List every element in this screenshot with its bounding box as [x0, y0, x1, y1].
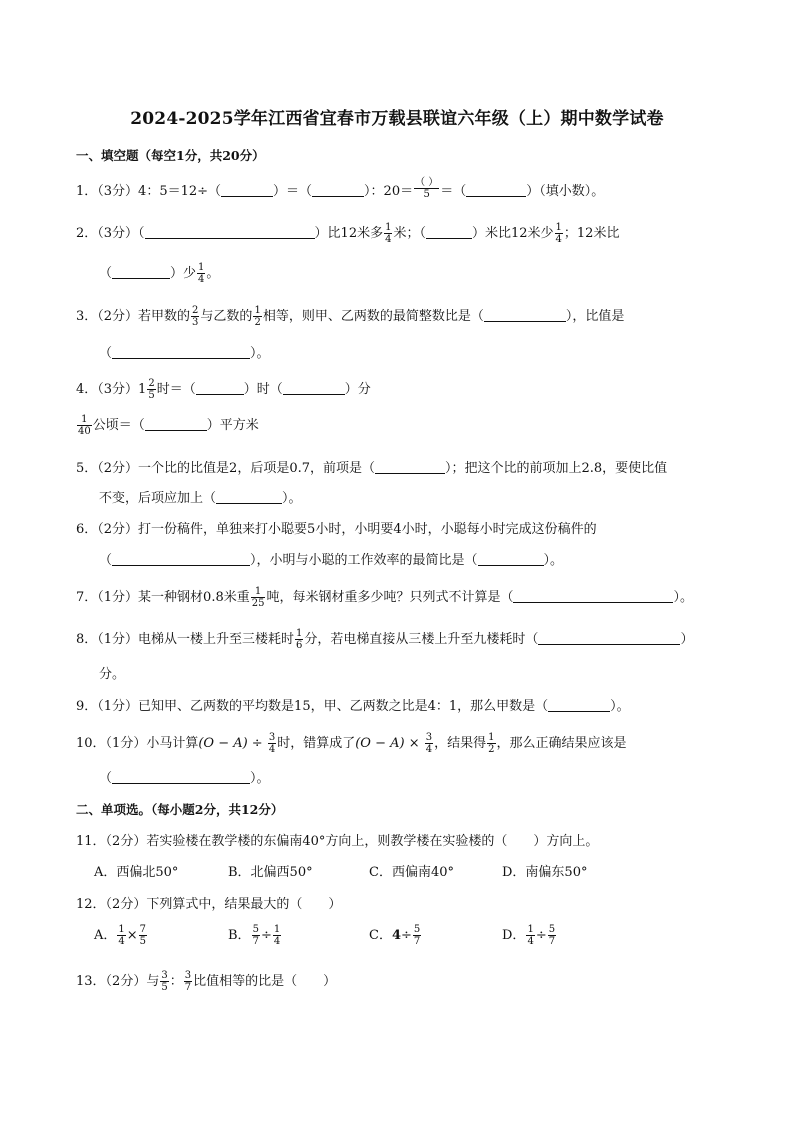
answer-blank[interactable] [538, 632, 680, 645]
option-b[interactable]: B． $\frac{5}{7}$ ÷ $\frac{1}{4}$ [228, 924, 281, 947]
answer-blank[interactable] [145, 418, 207, 431]
section-heading-multiple-choice: 二、单项选。（每小题2分，共12分） [76, 802, 284, 817]
answer-blank[interactable] [466, 184, 526, 197]
option-c[interactable]: C．4÷ $\frac{5}{7}$ [369, 924, 421, 947]
answer-blank[interactable] [112, 771, 250, 784]
question-6-line-2: （ ），小明与小聪的工作效率的最简比是（ ）。 [99, 553, 564, 568]
question-5-line-2: 不变，后项应加上（ ）。 [99, 491, 302, 506]
section-heading-fill-in: 一、填空题（每空1分，共20分） [76, 148, 265, 163]
answer-blank[interactable] [426, 226, 472, 239]
page-title: 2024-2025学年江西省宜春市万载县联谊六年级（上）期中数学试卷 [130, 109, 664, 129]
answer-blank[interactable] [513, 590, 673, 603]
question-10-line-2: （ ）。 [99, 771, 270, 786]
answer-blank[interactable] [548, 699, 610, 712]
answer-blank[interactable] [112, 346, 250, 359]
question-8: 8．（1分）电梯从一楼上升至三楼耗时 $\frac{1}{6}$ 分，若电梯直接从三楼上升至九楼耗时（ ） [76, 628, 694, 651]
question-3-line-2: （ ）。 [99, 346, 270, 361]
question-13: 13．（2分）与 $\frac{3}{5}$ ： $\frac{3}{7}$ 比值相等的比是（ ） [76, 970, 337, 993]
question-7: 7．（1分）某一种钢材0.8米重 $\frac{1}{25}$ 吨，每米钢材重多少吨？只列式不计算是（ ）。 [76, 586, 693, 609]
answer-blank[interactable] [196, 382, 244, 395]
option-d[interactable]: D． $\frac{1}{4}$ ÷ $\frac{5}{7}$ [502, 924, 556, 947]
option-a[interactable]: A．西偏北50° [94, 865, 179, 880]
answer-blank[interactable] [112, 553, 250, 566]
option-b[interactable]: B．北偏西50° [228, 865, 313, 880]
question-1: 1．（3分）4：5＝12÷（ ）＝（ ）：20＝ $\frac{( )}{5}$ ＝（ ）（填小数）。 [76, 177, 605, 200]
answer-blank[interactable] [221, 184, 273, 197]
option-c[interactable]: C．西偏南40° [369, 865, 454, 880]
question-6: 6．（2分）打一份稿件，单独来打小聪要5小时，小明要4小时，小聪每小时完成这份稿件的 [76, 522, 597, 537]
question-5: 5．（2分）一个比的比值是2，后项是0.7，前项是（ ）；把这个比的前项加上2.8，要使比值 [76, 461, 668, 476]
option-d[interactable]: D．南偏东50° [502, 865, 588, 880]
question-10: 10．（1分）小马计算(O − A) ÷ $\frac{3}{4}$ 时，错算成了(O − A) × $\frac{3}{4}$ ，结果得 $\frac{1}{2}$ ，那么正确结果应该是 [76, 732, 627, 755]
answer-blank[interactable] [283, 382, 345, 395]
question-9: 9．（1分）已知甲、乙两数的平均数是15，甲、乙两数之比是4：1，那么甲数是（ ）。 [76, 699, 630, 714]
answer-blank[interactable] [484, 309, 566, 322]
question-2: 2．（3分）（ ）比12米多 $\frac{1}{4}$ 米；（ ）米比12米少 $\frac{1}{4}$ ；12米比 [76, 222, 620, 245]
answer-blank[interactable] [216, 491, 282, 504]
answer-blank[interactable] [312, 184, 364, 197]
answer-blank[interactable] [145, 226, 315, 239]
option-a[interactable]: A． $\frac{1}{4}$ × $\frac{7}{5}$ [94, 924, 147, 947]
question-3: 3．（2分）若甲数的 $\frac{2}{3}$ 与乙数的 $\frac{1}{2}$ 相等，则甲、乙两数的最简整数比是（ ），比值是 [76, 305, 625, 328]
question-4: 4．（3分）1 $\frac{2}{5}$ 时＝（ ）时（ ）分 [76, 378, 371, 401]
question-2-line-2: （ ）少 $\frac{1}{4}$ 。 [99, 262, 220, 285]
question-12: 12．（2分）下列算式中，结果最大的（ ） [76, 897, 342, 912]
answer-blank[interactable] [375, 461, 445, 474]
answer-blank[interactable] [112, 266, 170, 279]
question-8-line-2: 分。 [99, 667, 126, 682]
answer-blank[interactable] [478, 553, 544, 566]
question-4-line-2: $\frac{1}{40}$ 公顷＝（ ）平方米 [78, 414, 259, 437]
question-11: 11．（2分）若实验楼在教学楼的东偏南40°方向上，则教学楼在实验楼的（ ）方向上。 [76, 834, 599, 849]
